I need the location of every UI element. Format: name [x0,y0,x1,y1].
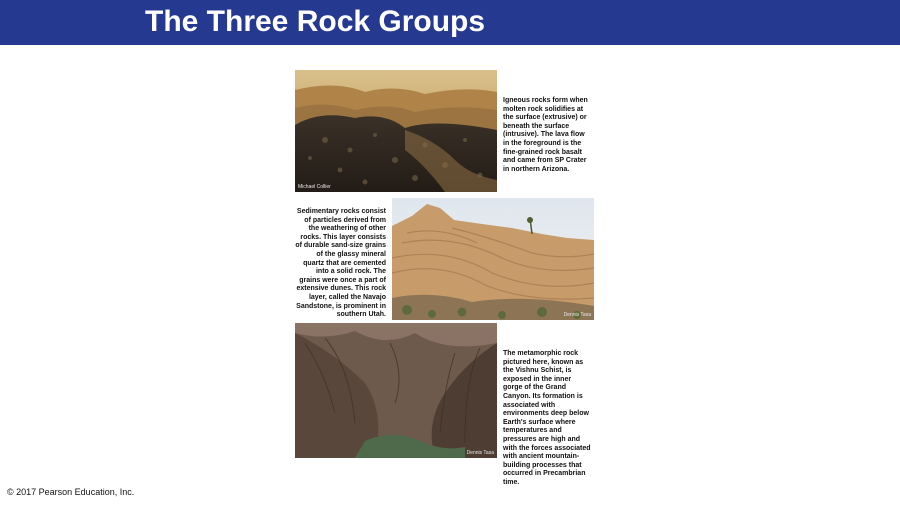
sedimentary-caption: Sedimentary rocks consist of particles derived from the weathering of other rocks. This layer consists of durable sand-size grains of the glassy mineral quartz that are cemented into a solid rock. The grains were once a part of extensive dunes. This rock layer, called the Navajo Sandstone, is prominent in southern Utah. [295,208,386,319]
metamorphic-caption: The metamorphic rock pictured here, known as the Vishnu Schist, is exposed in the inner gorge of the Grand Canyon. Its formation is associated with environments deep below Earth's surface where temperatures and pressures are high and with the forces associated with ancient mountain-building processes that occurred in Precambrian time. [503,350,591,486]
title-bar [0,0,900,45]
slide-title: The Three Rock Groups [145,5,486,38]
sedimentary-sandstone-photo [392,198,594,320]
photo-credit: Dennis Tasa [563,312,591,318]
photo-credit: Michael Collier [298,184,331,190]
igneous-caption: Igneous rocks form when molten rock solidifies at the surface (extrusive) or beneath the surface (intrusive). The lava flow in the foreground is the fine-grained rock basalt and came from SP Crater in northern Arizona. [503,97,588,173]
metamorphic-schist-photo [295,323,497,458]
photo-credit: Dennis Tasa [466,450,494,456]
copyright-footer: © 2017 Pearson Education, Inc. [7,487,135,497]
igneous-lava-flow-photo [295,70,497,192]
